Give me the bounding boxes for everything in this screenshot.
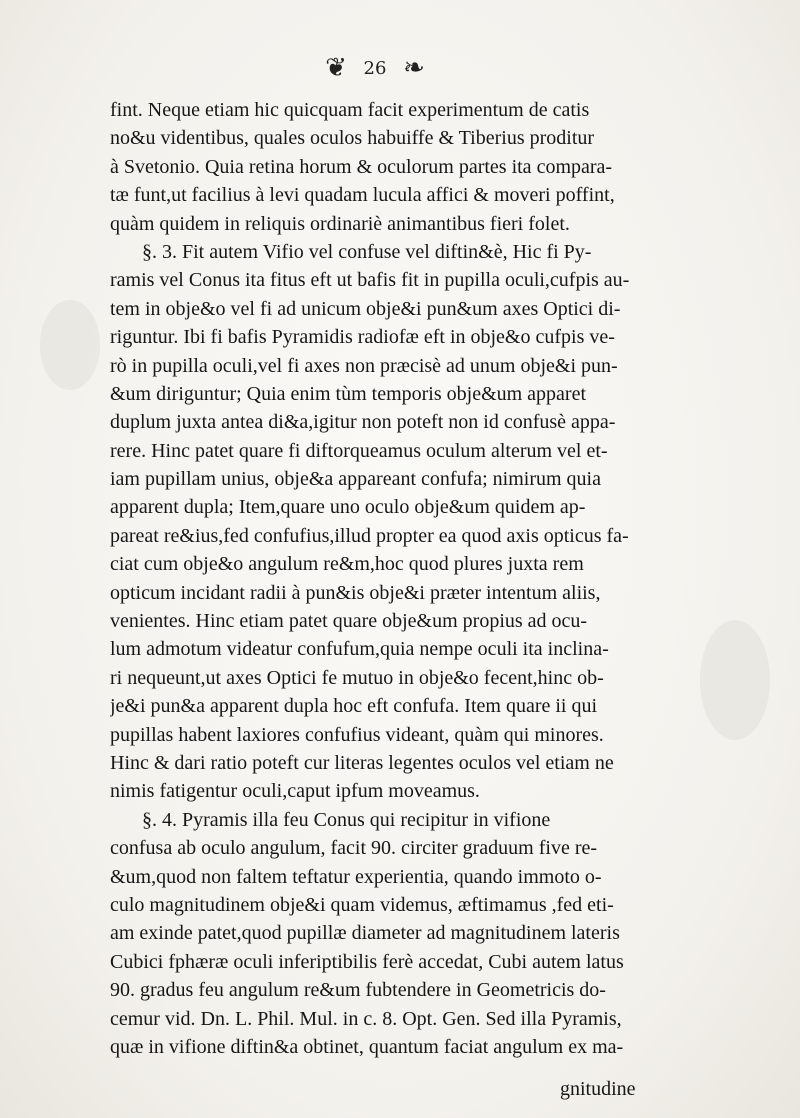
catchword: gnitudine	[560, 1078, 636, 1100]
text-line: rere. Hinc patet quare fi diftorqueamus oculum alterum vel et-	[110, 439, 608, 462]
text-line: apparent dupla; Item,quare uno oculo obje&um quidem ap-	[110, 496, 586, 519]
text-line: ciat cum obje&o angulum re&m,hoc quod plures juxta rem	[110, 553, 584, 576]
page-number: 26	[363, 58, 387, 79]
fleuron-icon: ❧	[403, 53, 425, 83]
text-line: iam pupillam unius, obje&a appareant confufa; nimirum quia	[110, 468, 601, 491]
text-line: 90. gradus feu angulum re&um fubtendere in Geometricis do-	[110, 979, 606, 1002]
text-line: &um,quod non faltem teftatur experientia, quando immoto o-	[110, 865, 602, 888]
text-line: lum admotum videatur confufum,quia nempe oculi ita inclina-	[110, 638, 609, 661]
text-line: pareat re&ius,fed confufius,illud propter ea quod axis opticus fa-	[110, 524, 629, 547]
text-line: ri nequeunt,ut axes Optici fe mutuo in obje&o fecent,hinc ob-	[110, 666, 604, 689]
text-line: Cubici fphæræ oculi inferiptibilis ferè accedat, Cubi autem latus	[110, 950, 624, 973]
text-line: riguntur. Ibi fi bafis Pyramidis radiofæ eft in obje&o cufpis ve-	[110, 326, 615, 349]
text-line: tæ funt,ut facilius à levi quadam lucula affici & moveri poffint,	[110, 184, 615, 207]
text-line: quæ in vifione diftin&a obtinet, quantum faciat angulum ex ma-	[110, 1035, 624, 1058]
text-line: §. 3. Fit autem Vifio vel confuse vel diftin&è, Hic fi Py-	[142, 240, 592, 263]
text-line: opticum incidant radii à pun&is obje&i præter intentum aliis,	[110, 581, 601, 604]
text-line: fint. Neque etiam hic quicquam facit experimentum de catis	[110, 99, 590, 121]
text-line: duplum juxta antea di&a,igitur non poteft non id confusè appa-	[110, 411, 616, 434]
paper-stain	[700, 620, 770, 740]
text-line: à Svetonio. Quia retina horum & oculorum partes ita compara-	[110, 155, 613, 178]
text-line: quàm quidem in reliquis ordinariè animantibus fieri folet.	[110, 212, 570, 235]
text-line: rò in pupilla oculi,vel fi axes non præcisè ad unum obje&i pun-	[110, 354, 618, 377]
text-line: ramis vel Conus ita fitus eft ut bafis fit in pupilla oculi,cufpis au-	[110, 269, 630, 292]
text-line: je&i pun&a apparent dupla hoc eft confufa. Item quare ii qui	[110, 695, 598, 718]
text-line: nimis fatigentur oculi,caput ipfum moveamus.	[110, 780, 480, 803]
text-line: pupillas habent laxiores confufius videant, quàm qui minores.	[110, 723, 604, 746]
page-header	[0, 50, 800, 90]
text-line: confusa ab oculo angulum, facit 90. circiter graduum five re-	[110, 837, 598, 860]
text-line: venientes. Hinc etiam patet quare obje&um propius ad ocu-	[110, 610, 588, 633]
body-text	[110, 96, 710, 1061]
text-line: culo magnitudinem obje&i quam videmus, æftimamus ,fed eti-	[110, 893, 614, 916]
text-line: no&u videntibus, quales oculos habuiffe & Tiberius proditur	[110, 127, 595, 150]
text-line: tem in obje&o vel fi ad unicum obje&i pun&um axes Optici di-	[110, 297, 621, 320]
text-line: am exinde patet,quod pupillæ diameter ad magnitudinem lateris	[110, 922, 620, 945]
paper-stain	[40, 300, 100, 390]
text-line: Hinc & dari ratio poteft cur literas legentes oculos vel etiam ne	[110, 751, 614, 774]
text-line: §. 4. Pyramis illa feu Conus qui recipitur in vifione	[142, 808, 551, 831]
text-line: &um diriguntur; Quia enim tùm temporis obje&um apparet	[110, 382, 587, 405]
fleuron-icon: ❦	[325, 53, 347, 83]
text-line: cemur vid. Dn. L. Phil. Mul. in c. 8. Opt. Gen. Sed illa Pyramis,	[110, 1007, 622, 1030]
